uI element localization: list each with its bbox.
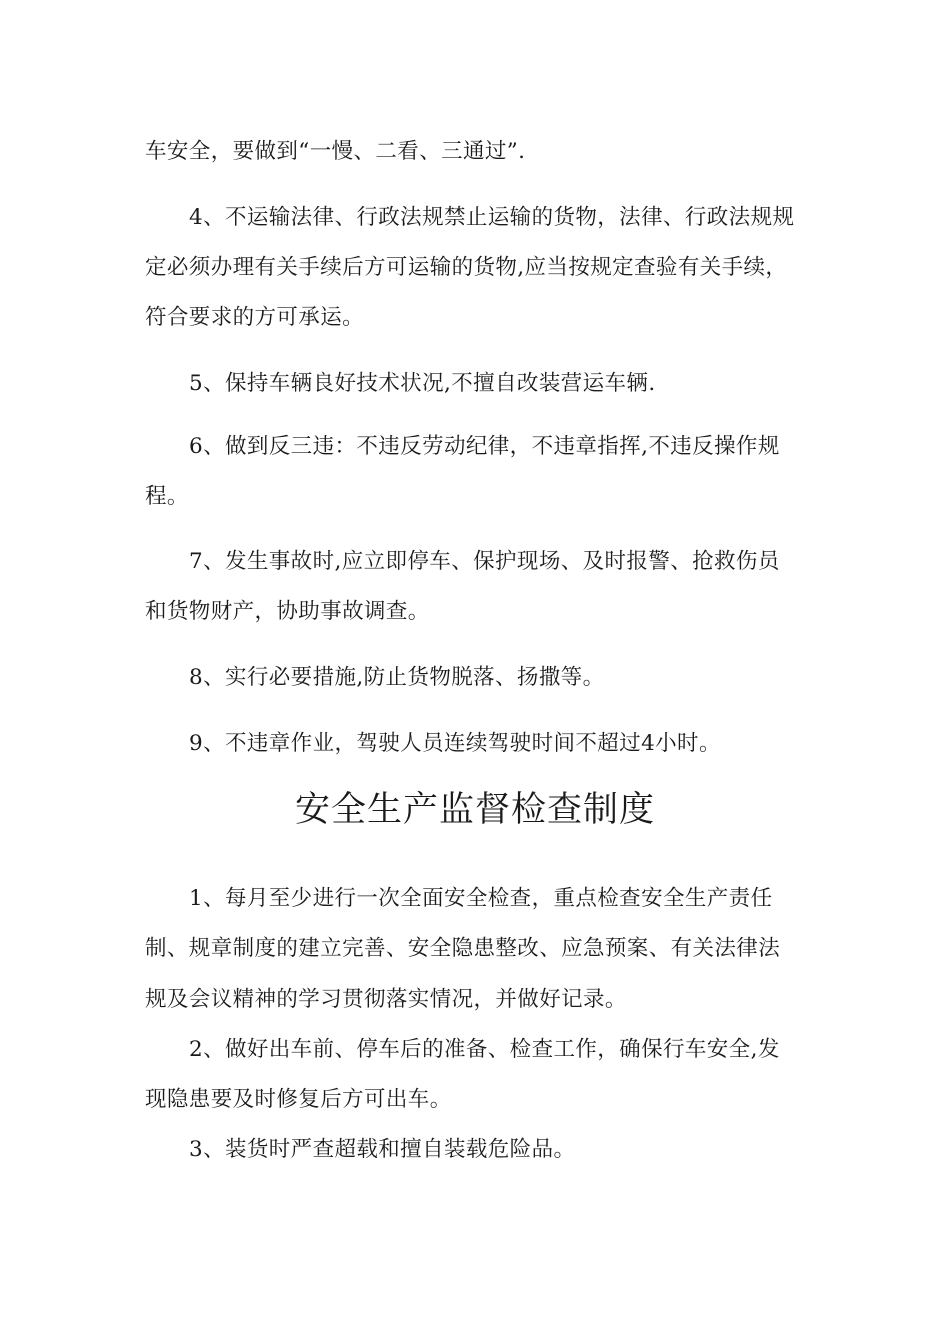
check-item-2-line-2: 现隐患要及时修复后方可出车。 [145, 1087, 452, 1112]
item-7-line-1: 7、发生事故时,应立即停车、保护现场、及时报警、抢救伤员 [189, 549, 780, 574]
item-6-line-2: 程。 [145, 484, 189, 509]
section-title: 安全生产监督检查制度 [294, 790, 655, 830]
paragraph-continuation: 车安全，要做到“一慢、二看、三通过”. [145, 139, 526, 164]
check-item-1-line-2: 制、规章制度的建立完善、安全隐患整改、应急预案、有关法律法 [145, 936, 781, 961]
check-item-1-line-3: 规及会议精神的学习贯彻落实情况，并做好记录。 [145, 987, 627, 1012]
item-4-line-3: 符合要求的方可承运。 [145, 305, 365, 330]
item-5: 5、保持车辆良好技术状况,不擅自改装营运车辆. [189, 371, 656, 396]
check-item-1-line-1: 1、每月至少进行一次全面安全检查，重点检查安全生产责任 [189, 886, 773, 911]
check-item-3: 3、装货时严查超载和擅自装载危险品。 [189, 1137, 576, 1162]
item-9: 9、不违章作业，驾驶人员连续驾驶时间不超过4小时。 [189, 731, 721, 756]
item-7-line-2: 和货物财产，协助事故调查。 [145, 599, 430, 624]
item-8: 8、实行必要措施,防止货物脱落、扬撒等。 [189, 665, 605, 690]
item-4-line-1: 4、不运输法律、行政法规禁止运输的货物，法律、行政法规规 [189, 205, 795, 230]
item-6-line-1: 6、做到反三违：不违反劳动纪律，不违章指挥,不违反操作规 [189, 434, 780, 459]
item-4-line-2: 定必须办理有关手续后方可运输的货物,应当按规定查验有关手续， [145, 255, 788, 280]
check-item-2-line-1: 2、做好出车前、停车后的准备、检查工作，确保行车安全,发 [189, 1037, 780, 1062]
